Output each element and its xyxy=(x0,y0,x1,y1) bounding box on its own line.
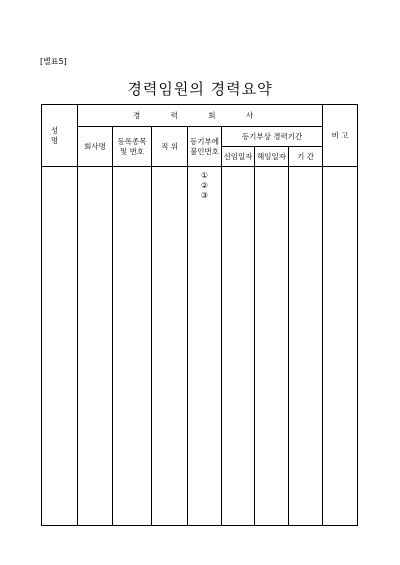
annex-label: [별표5] xyxy=(40,57,67,66)
name-header: 성 명 xyxy=(42,105,78,167)
position-cell xyxy=(152,167,188,526)
period-header: 등기부상 경력기간 xyxy=(222,127,323,147)
registry-cell xyxy=(188,167,222,526)
appointment-date-cell xyxy=(222,167,255,526)
registration-header xyxy=(113,127,152,167)
registration-cell xyxy=(113,167,152,526)
registry-header-line1: 등기부에 xyxy=(190,137,219,147)
career-company-header: 경 력 회 사 xyxy=(78,105,323,127)
company-name-cell xyxy=(78,167,113,526)
page-title: 경력임원의 경력요약 xyxy=(127,80,273,98)
remarks-cell xyxy=(323,167,358,526)
position-header: 직 위 xyxy=(152,127,188,167)
registry-header xyxy=(188,127,222,167)
company-name-header: 회사명 xyxy=(78,127,113,167)
career-summary-table xyxy=(41,104,358,526)
appointment-date-header: 선임일자 xyxy=(222,147,255,167)
numbered-mark: ③ xyxy=(200,191,209,200)
registration-header-line2: 및 번호 xyxy=(119,146,145,156)
numbered-mark: ① xyxy=(200,171,209,180)
numbered-mark: ② xyxy=(200,181,209,190)
duration-cell xyxy=(289,167,323,526)
registry-header-line2: 불인번호 xyxy=(190,146,219,156)
dismissal-date-header: 해임일자 xyxy=(255,147,289,167)
dismissal-date-cell xyxy=(255,167,289,526)
remarks-header: 비 고 xyxy=(323,105,358,167)
name-cell xyxy=(42,167,78,526)
registration-header-line1: 등록종목 xyxy=(117,137,147,147)
duration-header: 기 간 xyxy=(289,147,323,167)
